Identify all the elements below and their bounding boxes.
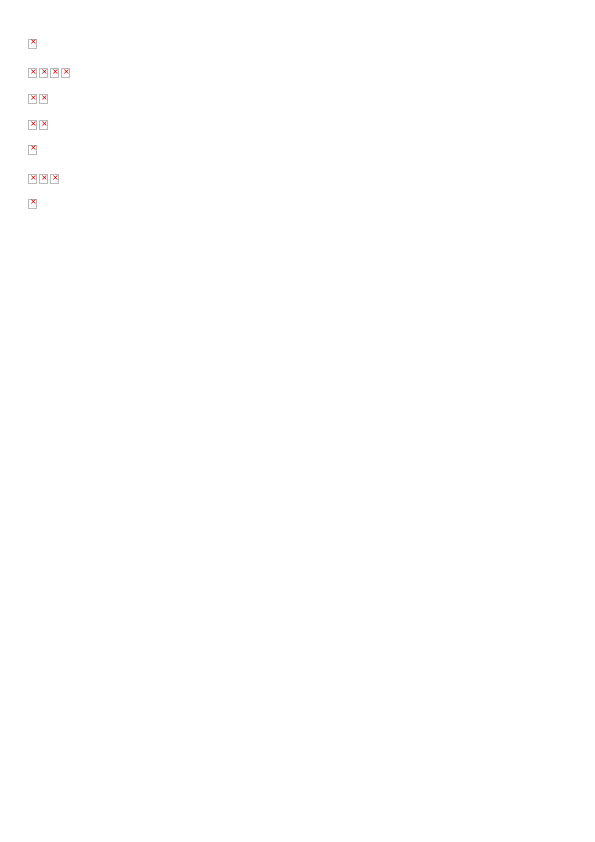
broken-image-icon xyxy=(39,120,48,130)
broken-image-icon xyxy=(50,174,59,184)
broken-image-icon xyxy=(39,174,48,184)
equation-3 xyxy=(28,145,568,163)
equation-2 xyxy=(28,39,568,57)
broken-image-icon xyxy=(28,39,37,49)
broken-image-icon xyxy=(28,174,37,184)
broken-image-icon xyxy=(39,68,48,78)
broken-image-icon xyxy=(50,68,59,78)
definition-mode-1 xyxy=(28,93,568,105)
document-page xyxy=(28,25,568,231)
broken-image-icon xyxy=(28,145,37,155)
broken-image-icon xyxy=(28,120,37,130)
equation-4 xyxy=(28,199,568,217)
definition-mode-2 xyxy=(28,119,568,131)
broken-image-icon xyxy=(28,94,37,104)
where-row-1 xyxy=(28,67,568,79)
broken-image-icon xyxy=(61,68,70,78)
broken-image-icon xyxy=(28,199,37,209)
where-row-2 xyxy=(28,173,568,185)
broken-image-icon xyxy=(39,94,48,104)
broken-image-icon xyxy=(28,68,37,78)
